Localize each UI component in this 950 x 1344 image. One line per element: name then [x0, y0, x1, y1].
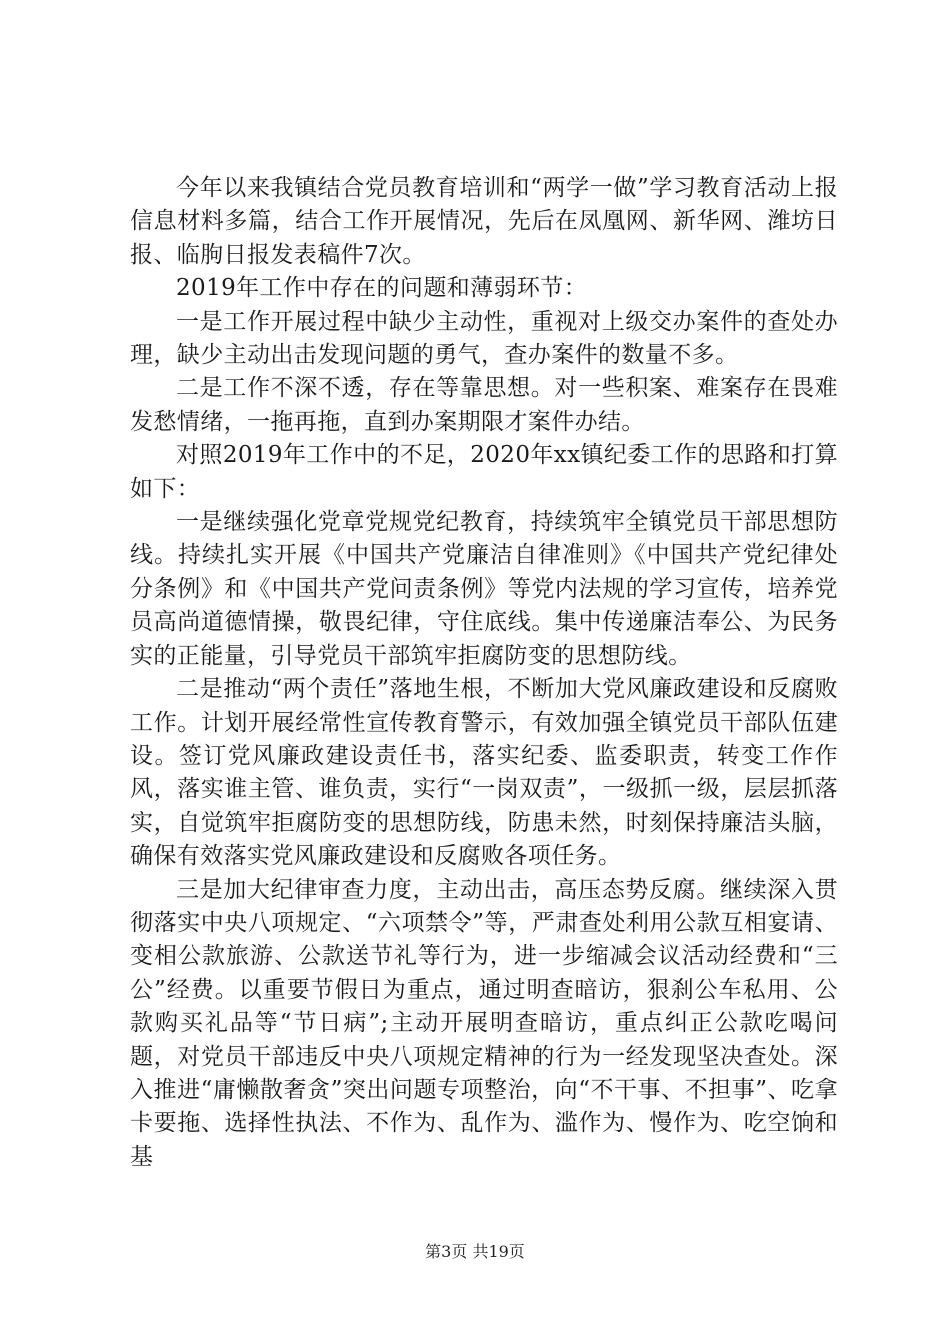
paragraph-plan-two: 二是推动“两个责任”落地生根，不断加大党风廉政建设和反腐败工作。计划开展经常性宣传教育警示，有效加强全镇党员干部队伍建设。签订党风廉政建设责任书，落实纪委、监委职责，转变工作作风，落实谁主管、谁负责，实行“一岗双责”，一级抓一级，层层抓落实，自觉筑牢拒腐防变的思想防线，防患未然，时刻保持廉洁头脑，确保有效落实党风廉政建设和反腐败各项任务。 — [130, 676, 838, 870]
paragraph-plan-three: 三是加大纪律审查力度，主动出击，高压态势反腐。继续深入贯彻落实中央八项规定、“六项禁令”等，严肃查处利用公款互相宴请、变相公款旅游、公款送节礼等行为，进一步缩减会议活动经费和“三公”经费。以重要节假日为重点，通过明查暗访，狠刹公车私用、公款购买礼品等“节日病”;主动开展明查暗访，重点纠正公款吃喝问题，对党员干部违反中央八项规定精神的行为一经发现坚决查处。深入推进“庸懒散奢贪”突出问题专项整治，向“不干事、不担事”、吃拿卡要拖、选择性执法、不作为、乱作为、滥作为、慢作为、吃空饷和基 — [130, 876, 838, 1170]
paragraph-problem-one: 一是工作开展过程中缺少主动性，重视对上级交办案件的查处办理，缺少主动出击发现问题的勇气，查办案件的数量不多。 — [130, 308, 838, 369]
document-body — [130, 172, 838, 1174]
paragraph-problems-heading: 2019年工作中存在的问题和薄弱环节： — [176, 275, 588, 302]
paragraph-plan-one: 一是继续强化党章党规党纪教育，持续筑牢全镇党员干部思想防线。持续扎实开展《中国共产党廉洁自律准则》《中国共产党纪律处分条例》和《中国共产党问责条例》等党内法规的学习宣传，培养党员高尚道德情操，敬畏纪律，守住底线。集中传递廉洁奉公、为民务实的正能量，引导党员干部筑牢拒腐防变的思想防线。 — [130, 509, 838, 669]
paragraph-problem-two: 二是工作不深不透，存在等靠思想。对一些积案、难案存在畏难发愁情绪，一拖再拖，直到办案期限才案件办结。 — [130, 375, 838, 435]
paragraph-publicity-summary: 今年以来我镇结合党员教育培训和“两学一做”学习教育活动上报信息材料多篇，结合工作开展情况，先后在凤凰网、新华网、潍坊日报、临朐日报发表稿件7次。 — [130, 175, 838, 268]
paragraph-plan-heading: 对照2019年工作中的不足，2020年xx镇纪委工作的思路和打算如下： — [130, 442, 838, 502]
page-footer: 第3页 共19页 — [425, 1242, 525, 1261]
